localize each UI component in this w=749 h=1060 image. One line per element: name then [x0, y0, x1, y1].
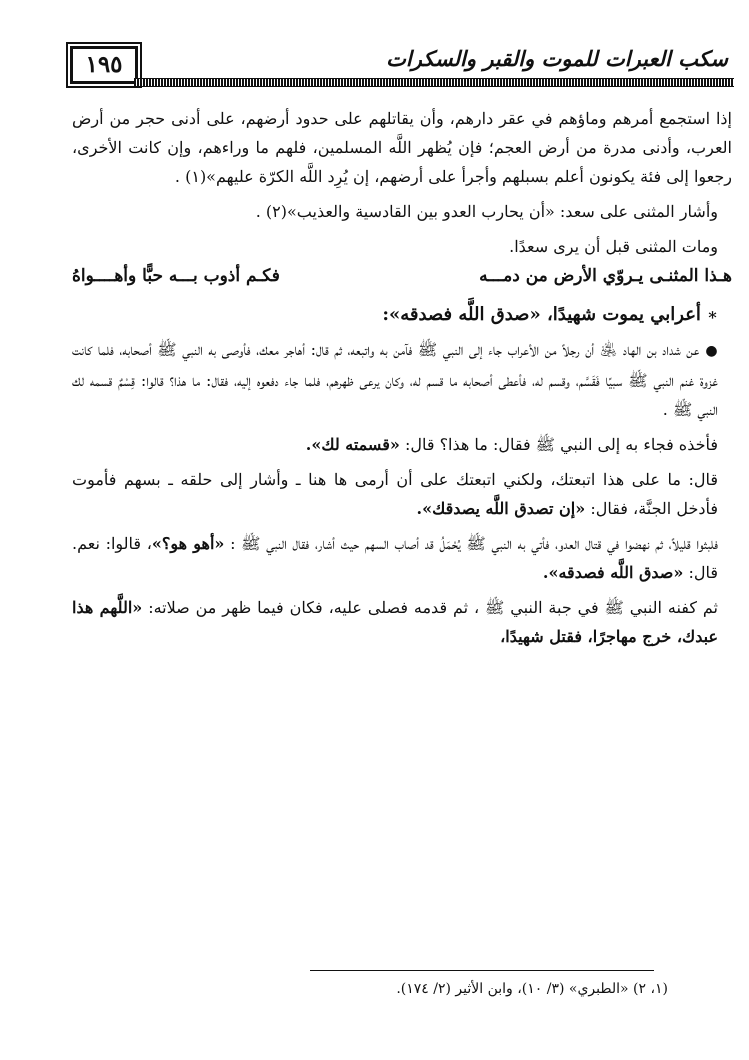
page-number: ١٩٥	[70, 46, 138, 84]
story-paragraph-5	[72, 593, 732, 651]
story-paragraph-4	[72, 529, 732, 587]
poetry-verse	[72, 261, 732, 291]
header-rule	[134, 78, 734, 87]
story-quote-5: «اللَّهم هذا عبدك، خرج مهاجرًا، فقتل شهيدًا،	[72, 598, 718, 646]
section-heading	[72, 299, 732, 331]
story-text-2: فأخذه فجاء به إلى النبي ﷺ فقال: ما هذا؟ قال:	[404, 435, 718, 454]
bullet-icon: ●	[705, 343, 718, 359]
story-paragraph-3	[72, 465, 732, 523]
star-icon: ∗	[706, 305, 718, 324]
story-quote-4a: «أهو هو؟»	[151, 534, 225, 553]
story-text-4b: ، قالوا: نعم. قال:	[72, 534, 718, 582]
story-text-5: ثم كفنه النبي ﷺ في جبة النبي ﷺ ، ثم قدمه فصلى عليه، فكان فيما ظهر من صلاته:	[148, 598, 718, 617]
story-quote-3: «إن تصدق اللَّه يصدقك».	[416, 499, 586, 518]
paragraph-1: إذا استجمع أمرهم وماؤهم في عقر دارهم، وأن يقاتلهم على حدود أرضهم، على أدنى حجر من أرض العرب، وأدنى مدرة من أرض العجم؛ فإن يُظهر اللَّه المسلمين، فلهم ما وراءهم، وإن كانت الأخرى، رجعوا إلى فئة يكونون أعلم بسبلهم وأجرأ على أرضهم، إن يُرِد اللَّه الكرّة عليهم»(١) .	[72, 109, 732, 186]
story-text-4: فلبثوا قليلاً، ثم نهضوا في قتال العدو، فأتي به النبي ﷺ يُحْمَلُ قد أصاب السهم حيث أشار، فقال النبي ﷺ :	[230, 534, 718, 553]
story-quote-2: «قسمته لك».	[305, 435, 400, 454]
footnote: (١، ٢) «الطبري» (٣/ ١٠)، وابن الأثير (٢/ ١٧٤).	[396, 981, 668, 997]
story-text-1: عن شداد بن الهاد ﵁ أن رجلاً من الأعراب جاء إلى النبي ﷺ فآمن به واتبعه، ثم قال: أهاجر معك، فأوصى به النبي ﷺ أصحابه، فلما كانت غزوة غنم النبي ﷺ سبيًا فَقَسَّم، وقسم له، فأعطى أصحابه ما قسم له، وكان يرعى ظهرهم، فلما جاء دفعوه إليه، فقال: ما هذا؟ قالوا: قِسْمٌ قسمه لك النبي ﷺ .	[72, 340, 718, 419]
story-quote-4b: «صدق اللَّه فصدقه».	[542, 563, 684, 582]
story-paragraph-1	[72, 335, 732, 424]
running-title: سكب العبرات للموت والقبر والسكرات	[386, 46, 728, 71]
footnote-divider	[310, 970, 654, 971]
verse-second-hemistich: فكـم أذوب بـــه حبًّا وأهــــواهُ	[72, 266, 280, 286]
story-text-3: قال: ما على هذا اتبعتك، ولكني اتبعتك على أن أرمى ها هنا ـ وأشار إلى حلقه ـ بسهم فأموت فأدخل الجنَّة، فقال:	[72, 470, 718, 518]
page-body	[72, 104, 732, 651]
paragraph-2: وأشار المثنى على سعد: «أن يحارب العدو بين القادسية والعذيب»(٢) .	[255, 202, 718, 221]
paragraph-3: ومات المثنى قبل أن يرى سعدًا.	[509, 237, 718, 256]
section-heading-text: أعرابي يموت شهيدًا، «صدق اللَّه فصدقه»:	[382, 304, 701, 325]
page-header	[58, 40, 734, 92]
verse-first-hemistich: هـذا المثنـى يـروّي الأرض من دمـــه	[479, 266, 732, 286]
story-paragraph-2	[72, 430, 732, 459]
